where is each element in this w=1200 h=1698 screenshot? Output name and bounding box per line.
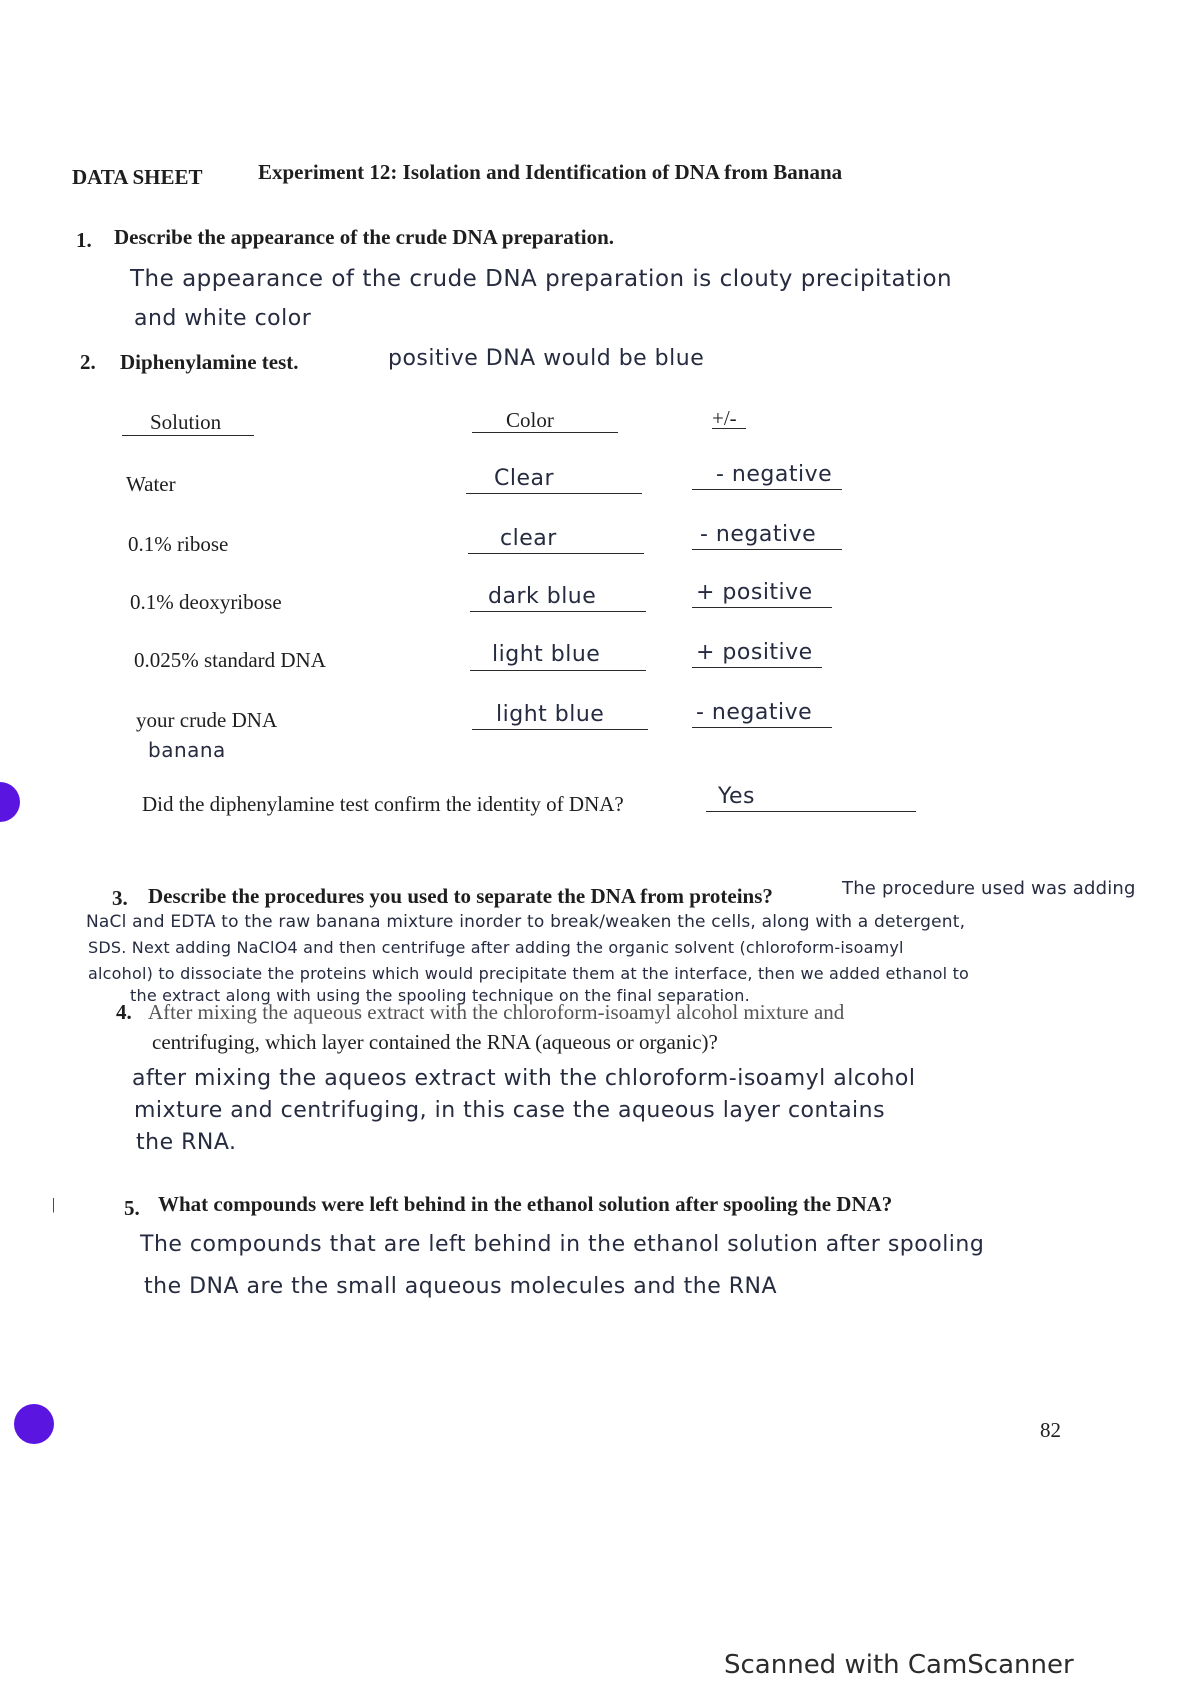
row-standard-dna-solution: 0.025% standard DNA bbox=[134, 648, 326, 672]
q5-answer-line-2: the DNA are the small aqueous molecules and the RNA bbox=[144, 1274, 778, 1299]
row-water-solution: Water bbox=[126, 472, 176, 496]
q1-answer-line-1: The appearance of the crude DNA preparation is clouty precipitation bbox=[130, 266, 953, 292]
q3-answer-inline: The procedure used was adding bbox=[842, 878, 1136, 899]
q4-answer-line-1: after mixing the aqueos extract with the chloroform-isoamyl alcohol bbox=[132, 1066, 916, 1091]
row-crude-dna-result: - negative bbox=[696, 700, 813, 725]
q4-question-line-2: centrifuging, which layer contained the RNA (aqueous or organic)? bbox=[152, 1030, 718, 1054]
row-ribose-color: clear bbox=[500, 526, 557, 551]
scan-watermark: Scanned with CamScanner bbox=[724, 1650, 1074, 1680]
q3-answer-line-1: NaCl and EDTA to the raw banana mixture inorder to break/weaken the cells, along with a detergent, bbox=[86, 912, 966, 932]
q4-answer-line-3: the RNA. bbox=[136, 1130, 237, 1155]
row-water-result: - negative bbox=[716, 462, 833, 487]
row-water-color-line bbox=[466, 493, 642, 494]
page-title: Experiment 12: Isolation and Identification of DNA from Banana bbox=[258, 160, 843, 184]
header-label: DATA SHEET bbox=[72, 165, 203, 189]
q3-question: Describe the procedures you used to separate the DNA from proteins? bbox=[148, 884, 773, 908]
q1-question: Describe the appearance of the crude DNA preparation. bbox=[114, 225, 615, 249]
row-crude-dna-color-line bbox=[472, 729, 648, 730]
confirm-question: Did the diphenylamine test confirm the identity of DNA? bbox=[142, 792, 624, 816]
header-color: Color bbox=[506, 408, 554, 432]
q5-number: 5. bbox=[124, 1196, 140, 1220]
q4-answer-line-2: mixture and centrifuging, in this case the aqueous layer contains bbox=[134, 1098, 886, 1123]
row-deoxyribose-color-line bbox=[470, 611, 646, 612]
row-crude-dna-result-line bbox=[692, 727, 832, 728]
stray-mark: | bbox=[52, 1196, 56, 1213]
row-deoxyribose-result-line bbox=[692, 607, 832, 608]
row-water-color: Clear bbox=[494, 466, 555, 491]
q3-answer-line-4: the extract along with using the spooling technique on the final separation. bbox=[130, 986, 750, 1005]
q1-answer-line-2: and white color bbox=[134, 306, 312, 331]
header-solution: Solution bbox=[150, 410, 222, 434]
row-crude-dna-solution: your crude DNA bbox=[136, 708, 278, 732]
header-solution-underline bbox=[122, 435, 254, 436]
q4-question-line-1: After mixing the aqueous extract with the chloroform-isoamyl alcohol mixture and bbox=[148, 1000, 845, 1024]
q3-number: 3. bbox=[112, 886, 128, 910]
row-deoxyribose-solution: 0.1% deoxyribose bbox=[130, 590, 282, 614]
q1-number: 1. bbox=[76, 228, 92, 252]
row-ribose-result-line bbox=[692, 549, 842, 550]
row-standard-dna-result-line bbox=[692, 667, 822, 668]
row-ribose-color-line bbox=[468, 553, 644, 554]
row-deoxyribose-result: + positive bbox=[696, 580, 813, 605]
confirm-answer: Yes bbox=[718, 784, 756, 809]
q2-number: 2. bbox=[80, 350, 96, 374]
row-standard-dna-result: + positive bbox=[696, 640, 813, 665]
binder-hole-bottom bbox=[14, 1404, 54, 1444]
row-deoxyribose-color: dark blue bbox=[488, 584, 597, 609]
page-number: 82 bbox=[1040, 1418, 1061, 1442]
row-water-result-line bbox=[692, 489, 842, 490]
q4-number: 4. bbox=[116, 1000, 132, 1024]
q2-note: positive DNA would be blue bbox=[388, 346, 705, 371]
q3-answer-line-3: alcohol) to dissociate the proteins which would precipitate them at the interface, then we added ethanol to bbox=[88, 964, 970, 983]
header-sign: +/- bbox=[712, 406, 737, 430]
q5-question: What compounds were left behind in the ethanol solution after spooling the DNA? bbox=[158, 1192, 893, 1216]
header-color-underline bbox=[472, 432, 618, 433]
q2-question: Diphenylamine test. bbox=[120, 350, 299, 374]
confirm-answer-line bbox=[706, 811, 916, 812]
q3-answer-line-2: SDS. Next adding NaClO4 and then centrifuge after adding the organic solvent (chloroform-isoamyl bbox=[88, 938, 904, 957]
row-ribose-result: - negative bbox=[700, 522, 817, 547]
row-standard-dna-color-line bbox=[470, 670, 646, 671]
header-sign-underline bbox=[712, 428, 746, 429]
row-standard-dna-color: light blue bbox=[492, 642, 601, 667]
row-ribose-solution: 0.1% ribose bbox=[128, 532, 229, 556]
row-crude-dna-color: light blue bbox=[496, 702, 605, 727]
binder-hole-top bbox=[0, 782, 20, 822]
crude-dna-note: banana bbox=[148, 738, 226, 762]
q5-answer-line-1: The compounds that are left behind in the ethanol solution after spooling bbox=[140, 1232, 985, 1257]
